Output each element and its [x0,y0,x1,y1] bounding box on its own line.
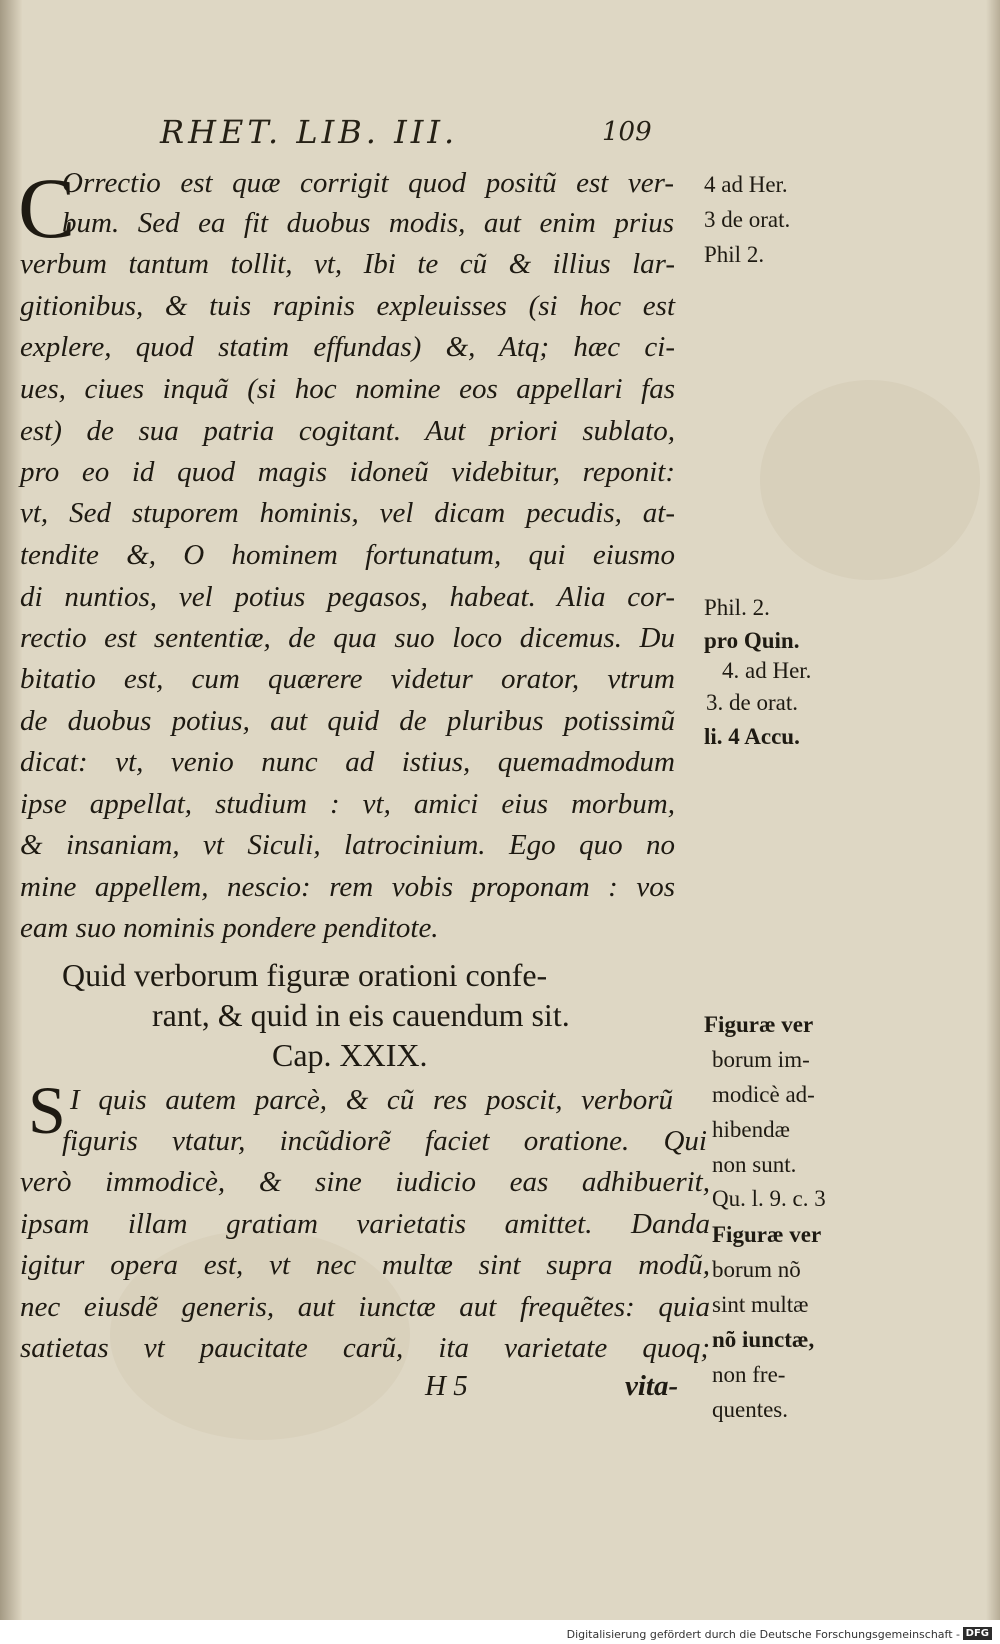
text-line: di nuntios, vel potius pegasos, habeat. Alia cor- [20,581,675,613]
text-line: I quis autem parcè, & cũ res poscit, verborũ [70,1084,673,1116]
margin-note: Phil 2. [704,242,765,267]
margin-note: 4 ad Her. [704,172,788,197]
margin-note: 3 de orat. [704,207,791,232]
margin-note: borum nõ [712,1257,801,1282]
drop-initial: C [18,160,76,256]
text-line: Orrectio est quæ corrigit quod positũ est ver- [62,167,674,199]
page-edge-shadow [986,0,1000,1620]
margin-note: Figuræ ver [704,1012,814,1037]
catchword: vita- [625,1370,679,1402]
text-line: satietas vt paucitate carũ, ita varietate quoq; [20,1332,710,1364]
text-line: bum. Sed ea fit duobus modis, aut enim prius [62,207,674,239]
chapter-heading-line: Quid verborum figuræ orationi confe- [62,957,548,993]
text-line: pro eo id quod magis idoneũ videbitur, reponit: [20,456,675,488]
margin-note: Phil. 2. [704,595,770,620]
margin-note: borum im- [712,1047,810,1072]
page-number: 109 [602,117,652,147]
text-line: verbum tantum tollit, vt, Ibi te cũ & illius lar- [20,248,675,280]
text-line: mine appellem, nescio: rem vobis proponam : vos [20,871,675,903]
text-line: eam suo nominis pondere penditote. [20,912,439,944]
margin-note: nõ iunctæ, [712,1327,815,1352]
text-line: verò immodicè, & sine iudicio eas adhibuerit, [20,1166,710,1198]
text-line: rectio est sententiæ, de qua suo loco dicemus. Du [20,622,675,654]
text-line: gitionibus, & tuis rapinis expleuisses (si hoc est [20,290,675,322]
signature-mark: H 5 [425,1370,468,1402]
margin-note: Qu. l. 9. c. 3 [712,1186,826,1211]
text-line: & insaniam, vt Siculi, latrocinium. Ego quo no [20,829,675,861]
text-line: ipsam illam gratiam varietatis amittet. Danda [20,1208,710,1240]
paper-stain [760,380,980,580]
text-line: dicat: vt, venio nunc ad istius, quemadmodum [20,746,675,778]
running-head: RHET. LIB. III. [160,113,459,151]
text-line: tendite &, O hominem fortunatum, qui eiusmo [20,539,675,571]
drop-initial: S [28,1072,66,1148]
margin-note: sint multæ [712,1292,809,1317]
text-line: igitur opera est, vt nec multæ sint supra modũ, [20,1249,710,1281]
text-line: de duobus potius, aut quid de pluribus potissimũ [20,705,675,737]
text-line: ues, ciues inquã (si hoc nomine eos appellari fas [20,373,675,405]
chapter-heading-line: rant, & quid in eis cauendum sit. [152,997,570,1033]
funding-notice: Digitalisierung gefördert durch die Deutsche Forschungsgemeinschaft - [566,1628,960,1641]
margin-note: modicè ad- [712,1082,815,1107]
margin-note: Figuræ ver [712,1222,822,1247]
text-line: figuris vtatur, incũdiorẽ faciet oratione. Qui [62,1125,707,1157]
text-line: explere, quod statim effundas) &, Atq; hæc ci- [20,331,675,363]
text-line: vt, Sed stuporem hominis, vel dicam pecudis, at- [20,497,675,529]
margin-note: 3. de orat. [706,690,798,715]
text-line: bitatio est, cum quærere videtur orator, vtrum [20,663,675,695]
text-line: est) de sua patria cogitant. Aut priori sublato, [20,415,675,447]
margin-note: pro Quin. [704,628,800,653]
margin-note: non fre- [712,1362,786,1387]
margin-note: 4. ad Her. [722,658,812,683]
text-line: nec eiusdẽ generis, aut iunctæ aut frequẽtes: quia [20,1291,710,1323]
margin-note: non sunt. [712,1152,797,1177]
chapter-number: Cap. XXIX. [272,1037,428,1073]
text-line: ipse appellat, studium : vt, amici eius morbum, [20,788,675,820]
margin-note: quentes. [712,1397,789,1422]
margin-note: li. 4 Accu. [704,724,800,749]
dfg-logo: DFG [963,1627,992,1640]
margin-note: hibendæ [712,1117,790,1142]
